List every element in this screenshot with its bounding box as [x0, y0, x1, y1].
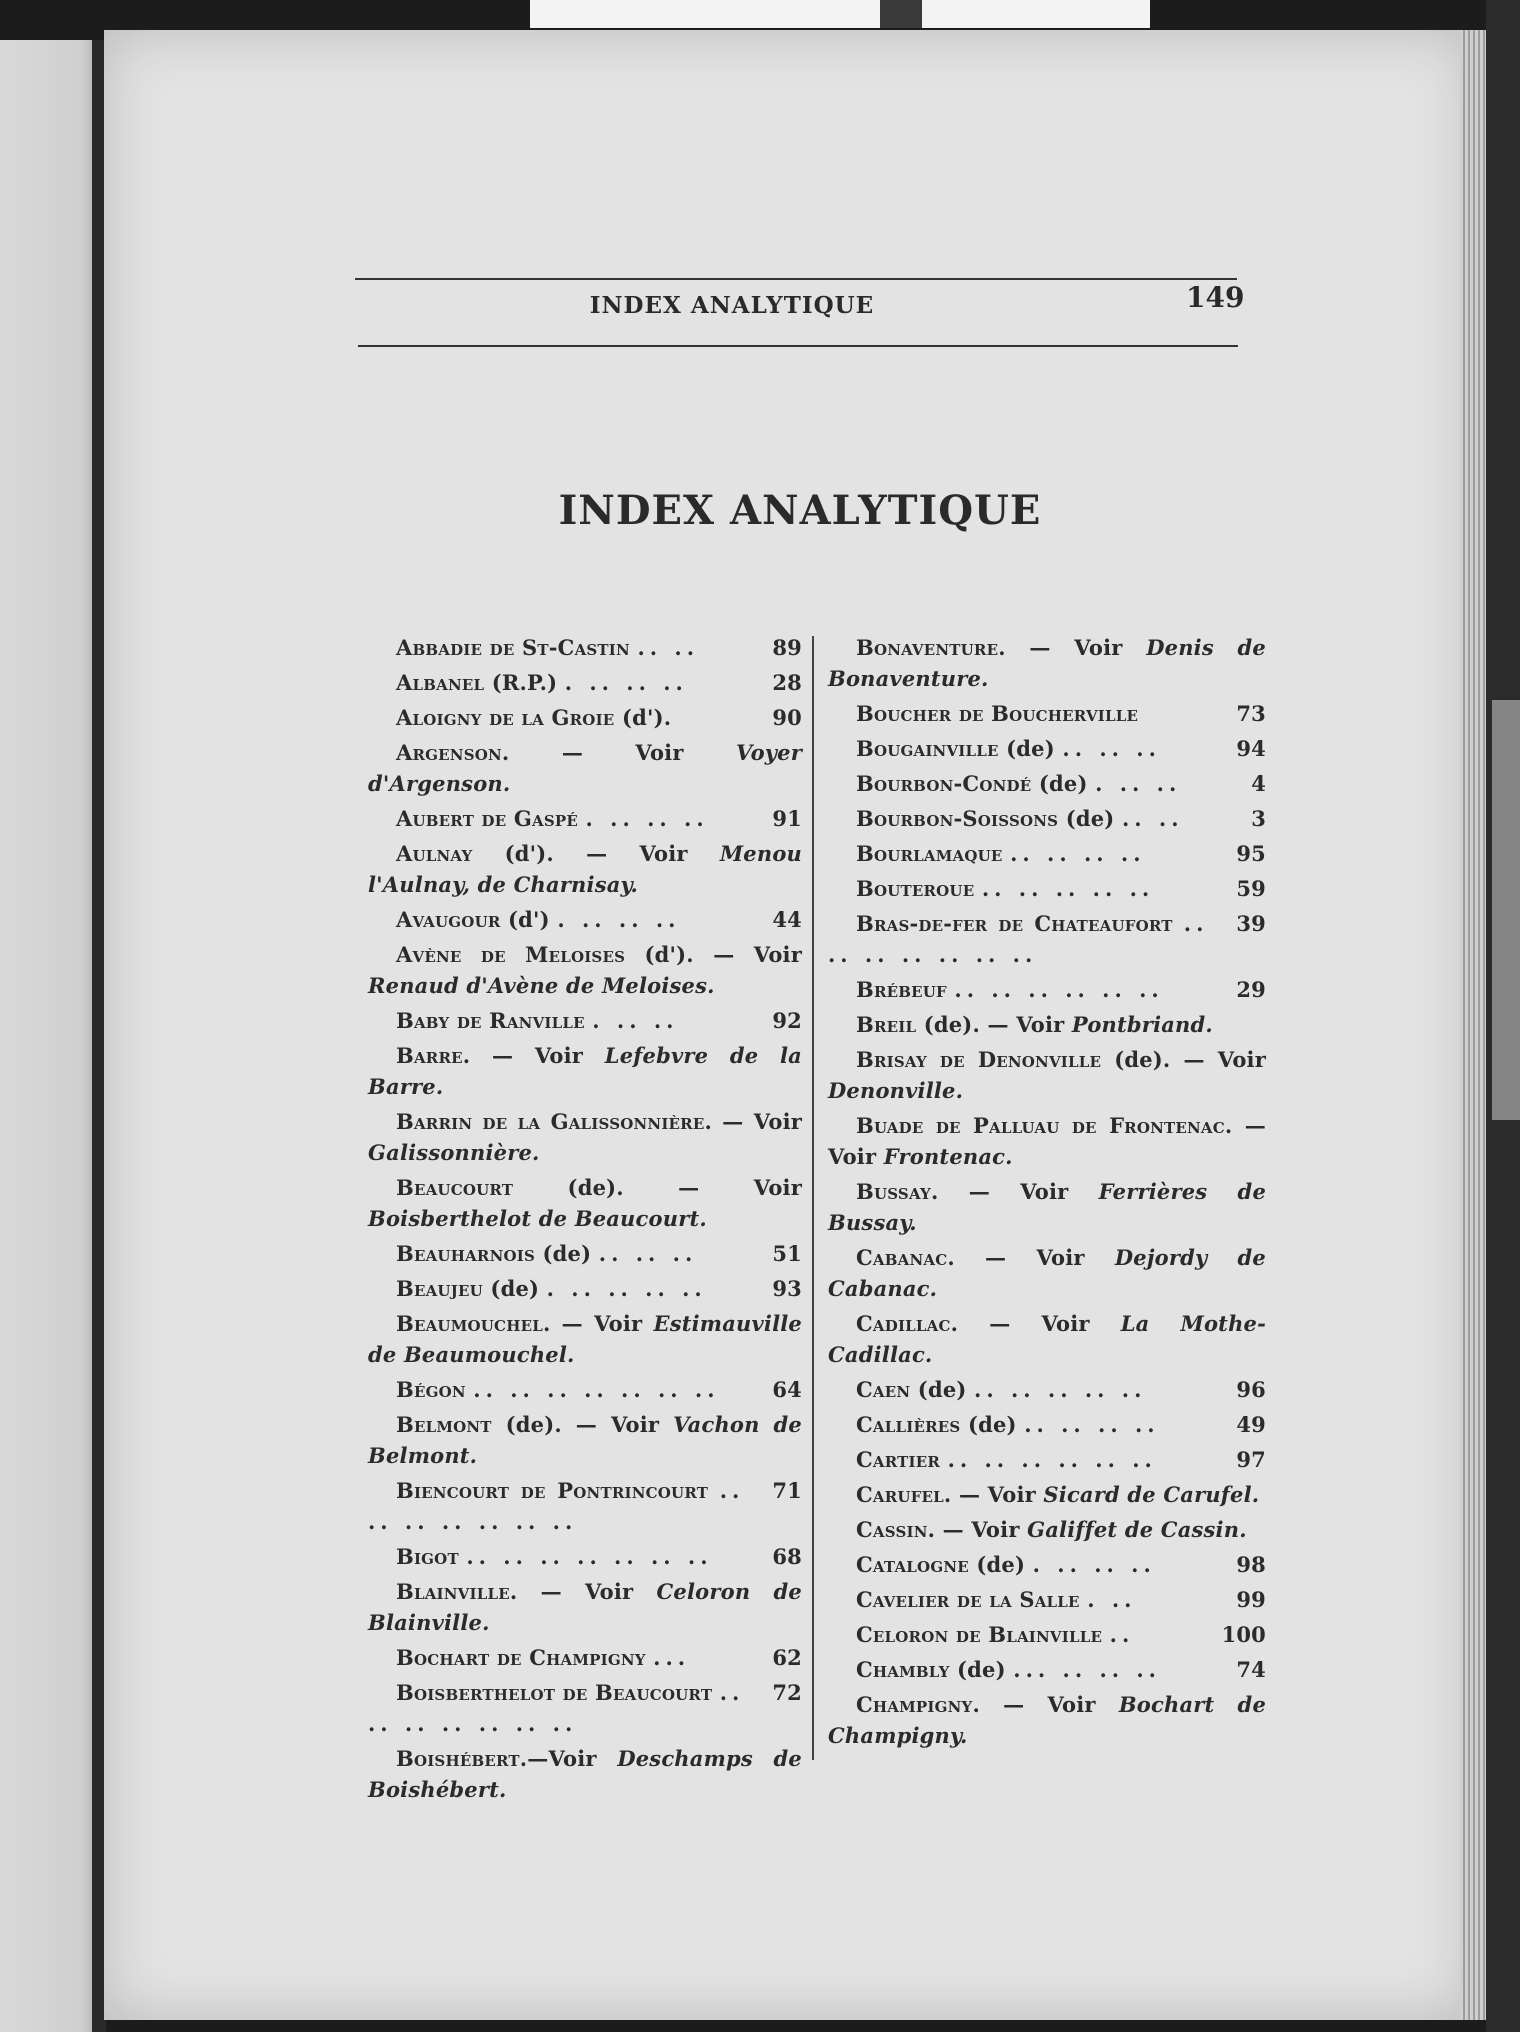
- index-entry: [368, 1475, 802, 1537]
- entry-headword: Bourbon-Condé: [856, 771, 1032, 796]
- entry-qualifier: (de): [949, 1657, 1006, 1682]
- entry-leader: . .. .. ..: [585, 806, 709, 831]
- index-entry: [368, 1743, 802, 1805]
- entry-reference: Denonville.: [828, 1078, 964, 1103]
- entry-see: — Voir: [509, 740, 736, 765]
- entry-headword: Celoron de Blainville: [856, 1622, 1103, 1647]
- entry-reference: La Mothe-Cadillac.: [828, 1311, 1267, 1367]
- header-rule-bottom: [358, 345, 1238, 347]
- entry-qualifier: (de).: [916, 1012, 980, 1037]
- entry-headword: Carufel.: [856, 1482, 952, 1507]
- index-entry: [828, 1374, 1266, 1405]
- index-entry: [368, 1677, 802, 1739]
- entry-reference: Ferrières de Bussay.: [828, 1179, 1267, 1235]
- entry-qualifier: (de).: [513, 1175, 624, 1200]
- index-entry: [368, 803, 802, 834]
- entry-see: — Voir: [951, 1482, 1044, 1507]
- entry-page: 39: [1236, 911, 1266, 936]
- index-entry: [828, 1444, 1266, 1475]
- entry-headword: Blainville.: [396, 1579, 518, 1604]
- entry-headword: Barrin de la Galissonnière.: [396, 1109, 712, 1134]
- entry-page: 4: [1251, 771, 1266, 796]
- entry-headword: Boucher de Boucherville: [856, 701, 1139, 726]
- entry-headword: Bigot: [396, 1544, 459, 1569]
- index-entry: [368, 1238, 802, 1269]
- entry-reference: Galissonnière.: [368, 1140, 540, 1165]
- entry-leader: .. .. .. .. .. ..: [954, 977, 1164, 1002]
- index-entry: [828, 733, 1266, 764]
- entry-page: 49: [1236, 1412, 1266, 1437]
- entry-headword: Aloigny de la Groie: [396, 705, 615, 730]
- entry-page: 3: [1251, 806, 1266, 831]
- entry-headword: Cadillac.: [856, 1311, 959, 1336]
- entry-headword: Chambly: [856, 1657, 950, 1682]
- index-entry: [828, 1409, 1266, 1440]
- entry-reference: Celoron de Blainville.: [368, 1579, 802, 1635]
- entry-leader: .. ..: [1121, 806, 1184, 831]
- index-entry: [368, 904, 802, 935]
- entry-page: 90: [772, 705, 802, 730]
- index-entry: [368, 1642, 802, 1673]
- entry-page: 97: [1236, 1447, 1266, 1472]
- entry-headword: Aubert de Gaspé: [396, 806, 579, 831]
- running-head: INDEX ANALYTIQUE: [589, 292, 875, 319]
- entry-headword: Bochart de Champigny: [396, 1645, 646, 1670]
- index-entry: [828, 1176, 1266, 1238]
- index-entry: [828, 698, 1266, 729]
- entry-leader: .. .. .. ..: [1024, 1412, 1160, 1437]
- index-entry: [368, 1172, 802, 1234]
- index-entry: [828, 974, 1266, 1005]
- entry-leader: .. .. ..: [1062, 736, 1161, 761]
- entry-leader: .. ..: [637, 635, 700, 660]
- entry-qualifier: (de): [960, 1412, 1017, 1437]
- page-number: 149: [1186, 281, 1245, 314]
- entry-reference: Menou l'Aulnay, de Charnisay.: [368, 841, 802, 897]
- entry-page: 68: [772, 1544, 802, 1569]
- entry-leader: . .. ..: [592, 1008, 679, 1033]
- entry-reference: Denis de Bonaventure.: [828, 635, 1266, 691]
- index-entry: [368, 1308, 802, 1370]
- entry-headword: Argenson.: [396, 740, 510, 765]
- index-entry: [368, 737, 802, 799]
- index-entry: [828, 1308, 1266, 1370]
- entry-headword: Avaugour: [396, 907, 501, 932]
- top-clip: [880, 0, 922, 28]
- entry-leader: .. .. .. .. ..: [981, 876, 1155, 901]
- entry-see: — Voir: [712, 1109, 803, 1134]
- entry-leader: . .. ..: [1095, 771, 1182, 796]
- entry-see: — Voir: [623, 1175, 802, 1200]
- entry-qualifier: (de): [535, 1241, 592, 1266]
- entry-headword: Bussay.: [856, 1179, 939, 1204]
- column-divider: [812, 636, 814, 1760]
- entry-headword: Aulnay: [396, 841, 473, 866]
- page-stack-edge: [1460, 30, 1486, 2020]
- entry-page: 96: [1236, 1377, 1266, 1402]
- entry-headword: Boishébert.: [396, 1746, 528, 1771]
- header-rule-top: [355, 278, 1237, 280]
- entry-page: 71: [772, 1478, 802, 1503]
- index-entry: [368, 1541, 802, 1572]
- facing-page-edge: [0, 40, 96, 2032]
- entry-headword: Baby de Ranville: [396, 1008, 585, 1033]
- entry-headword: Brébeuf: [856, 977, 947, 1002]
- index-entry: [368, 667, 802, 698]
- entry-headword: Brisay de Denonville: [856, 1047, 1102, 1072]
- index-column-left: [368, 632, 802, 1809]
- entry-headword: Bourlamaque: [856, 841, 1003, 866]
- entry-see: — Voir: [954, 1245, 1115, 1270]
- background-leaf: [1492, 700, 1520, 1120]
- entry-reference: Vachon de Belmont.: [368, 1412, 802, 1468]
- entry-see: — Voir: [938, 1179, 1099, 1204]
- entry-headword: Boisberthelot de Beaucourt: [396, 1680, 713, 1705]
- entry-reference: Renaud d'Avène de Meloises.: [368, 973, 715, 998]
- index-title: INDEX ANALYTIQUE: [558, 487, 1042, 534]
- entry-leader: . .. .. ..: [564, 670, 688, 695]
- index-entry: [368, 1005, 802, 1036]
- entry-headword: Buade de Palluau de Frontenac.: [856, 1113, 1233, 1138]
- entry-reference: Galiffet de Cassin.: [1027, 1517, 1247, 1542]
- entry-page: 62: [772, 1645, 802, 1670]
- entry-qualifier: (de): [482, 1276, 540, 1301]
- entry-qualifier: (de): [910, 1377, 967, 1402]
- entry-leader: .. .. .. .. ..: [974, 1377, 1147, 1402]
- index-entry: [368, 1273, 802, 1304]
- entry-see: — Voir: [958, 1311, 1121, 1336]
- entry-leader: . .. .. ..: [1032, 1552, 1156, 1577]
- index-entry: [368, 1576, 802, 1638]
- entry-leader: .. .. .. .. .. .. ..: [466, 1544, 713, 1569]
- entry-headword: Caen: [856, 1377, 911, 1402]
- entry-leader: .. .. .. .. .. .. ..: [368, 1680, 745, 1736]
- entry-page: 74: [1236, 1657, 1266, 1682]
- entry-headword: Avène de Meloises: [396, 942, 626, 967]
- entry-reference: Frontenac.: [883, 1144, 1013, 1169]
- entry-page: 89: [772, 635, 802, 660]
- entry-qualifier: (de): [998, 736, 1055, 761]
- entry-page: 28: [772, 670, 802, 695]
- entry-reference: Deschamps de Boishébert.: [368, 1746, 802, 1802]
- entry-see: — Voir: [693, 942, 802, 967]
- index-entry: [828, 768, 1266, 799]
- entry-see: — Voir: [935, 1517, 1028, 1542]
- entry-page: 51: [772, 1241, 802, 1266]
- entry-leader: .. .. .. .. .. .. ..: [828, 911, 1209, 967]
- entry-see: — Voir: [470, 1043, 605, 1068]
- index-entry: [828, 632, 1266, 694]
- entry-headword: Beaumouchel.: [396, 1311, 551, 1336]
- index-entry: [828, 1689, 1266, 1751]
- entry-see: —Voir: [527, 1746, 618, 1771]
- entry-see: — Voir: [828, 1113, 1266, 1169]
- entry-qualifier: (de): [1058, 806, 1115, 831]
- entry-qualifier: (de).: [491, 1412, 562, 1437]
- entry-page: 98: [1236, 1552, 1266, 1577]
- index-entry: [368, 1374, 802, 1405]
- entry-leader: . .. .. .. ..: [546, 1276, 707, 1301]
- index-entry: [828, 1654, 1266, 1685]
- entry-headword: Belmont: [396, 1412, 492, 1437]
- entry-leader: .. .. ..: [598, 1241, 698, 1266]
- entry-headword: Albanel: [396, 670, 485, 695]
- entry-page: 29: [1236, 977, 1266, 1002]
- index-entry: [828, 1549, 1266, 1580]
- entry-see: — Voir: [553, 841, 720, 866]
- index-entry: [828, 1584, 1266, 1615]
- entry-leader: .. .. .. .. .. ..: [947, 1447, 1157, 1472]
- entry-page: 44: [772, 907, 802, 932]
- entry-see: — Voir: [517, 1579, 657, 1604]
- entry-see: — Voir: [1005, 635, 1147, 660]
- index-entry: [828, 1514, 1266, 1545]
- entry-page: 95: [1236, 841, 1266, 866]
- entry-qualifier: (d').: [472, 841, 554, 866]
- index-entry: [368, 1409, 802, 1471]
- index-entry: [828, 1110, 1266, 1172]
- index-entry: [828, 1479, 1266, 1510]
- entry-headword: Bouteroue: [856, 876, 975, 901]
- entry-page: 72: [772, 1680, 802, 1705]
- index-entry: [368, 632, 802, 663]
- entry-headword: Bégon: [396, 1377, 466, 1402]
- entry-headword: Bonaventure.: [856, 635, 1006, 660]
- entry-leader: .. .. .. .. .. .. ..: [473, 1377, 720, 1402]
- entry-reference: Lefebvre de la Barre.: [368, 1043, 802, 1099]
- index-entry: [368, 702, 802, 733]
- entry-headword: Bras-de-fer de Chateaufort: [856, 911, 1173, 936]
- index-entry: [828, 908, 1266, 970]
- entry-headword: Catalogne: [856, 1552, 969, 1577]
- entry-leader: ..: [1109, 1622, 1135, 1647]
- entry-headword: Beauharnois: [396, 1241, 536, 1266]
- entry-leader: ... .. .. ..: [1013, 1657, 1161, 1682]
- entry-page: 59: [1236, 876, 1266, 901]
- entry-reference: Bochart de Champigny.: [828, 1692, 1266, 1748]
- entry-headword: Bougainville: [856, 736, 999, 761]
- entry-page: 94: [1236, 736, 1266, 761]
- index-entry: [828, 1044, 1266, 1106]
- index-entry: [828, 1619, 1266, 1650]
- index-entry: [828, 1009, 1266, 1040]
- entry-headword: Beaujeu: [396, 1276, 483, 1301]
- entry-page: 92: [772, 1008, 802, 1033]
- entry-qualifier: (d').: [614, 705, 672, 730]
- entry-qualifier: (de): [968, 1552, 1026, 1577]
- entry-headword: Champigny.: [856, 1692, 980, 1717]
- entry-page: 91: [772, 806, 802, 831]
- index-entry: [368, 1040, 802, 1102]
- entry-page: 64: [772, 1377, 802, 1402]
- index-entry: [828, 803, 1266, 834]
- entry-qualifier: (d').: [625, 942, 694, 967]
- entry-headword: Breil: [856, 1012, 917, 1037]
- entry-qualifier: (R.P.): [484, 670, 558, 695]
- index-entry: [368, 838, 802, 900]
- entry-headword: Cassin.: [856, 1517, 936, 1542]
- index-entry: [828, 1242, 1266, 1304]
- entry-page: 99: [1236, 1587, 1266, 1612]
- entry-reference: Voyer d'Argenson.: [368, 740, 802, 796]
- entry-reference: Estimauville de Beaumouchel.: [368, 1311, 802, 1367]
- index-entry: [828, 873, 1266, 904]
- entry-headword: Abbadie de St-Castin: [396, 635, 630, 660]
- entry-headword: Barre.: [396, 1043, 471, 1068]
- entry-headword: Cabanac.: [856, 1245, 955, 1270]
- entry-qualifier: (de).: [1101, 1047, 1171, 1072]
- entry-leader: .. .. .. ..: [1010, 841, 1146, 866]
- index-entry: [368, 939, 802, 1001]
- entry-leader: . ..: [1087, 1587, 1137, 1612]
- entry-reference: Dejordy de Cabanac.: [828, 1245, 1266, 1301]
- entry-headword: Bourbon-Soissons: [856, 806, 1059, 831]
- entry-see: — Voir: [979, 1692, 1119, 1717]
- entry-reference: Pontbriand.: [1071, 1012, 1213, 1037]
- entry-headword: Callières: [856, 1412, 961, 1437]
- index-entry: [368, 1106, 802, 1168]
- entry-see: — Voir: [550, 1311, 654, 1336]
- index-column-right: [828, 632, 1266, 1755]
- entry-leader: ...: [653, 1645, 691, 1670]
- entry-reference: Sicard de Carufel.: [1043, 1482, 1260, 1507]
- top-paper-strip: [530, 0, 1150, 28]
- entry-page: 100: [1221, 1622, 1266, 1647]
- entry-see: — Voir: [1170, 1047, 1266, 1072]
- entry-page: 73: [1236, 701, 1266, 726]
- entry-see: — Voir: [979, 1012, 1072, 1037]
- entry-headword: Biencourt de Pontrincourt: [396, 1478, 709, 1503]
- entry-reference: Boisberthelot de Beaucourt.: [368, 1206, 707, 1231]
- entry-qualifier: (d'): [500, 907, 550, 932]
- entry-headword: Cavelier de la Salle: [856, 1587, 1080, 1612]
- entry-page: 93: [772, 1276, 802, 1301]
- entry-headword: Cartier: [856, 1447, 941, 1472]
- entry-leader: . .. .. ..: [557, 907, 681, 932]
- entry-leader: .. .. .. .. .. .. ..: [368, 1478, 745, 1534]
- index-entry: [828, 838, 1266, 869]
- entry-headword: Beaucourt: [396, 1175, 514, 1200]
- entry-qualifier: (de): [1031, 771, 1088, 796]
- entry-see: — Voir: [561, 1412, 674, 1437]
